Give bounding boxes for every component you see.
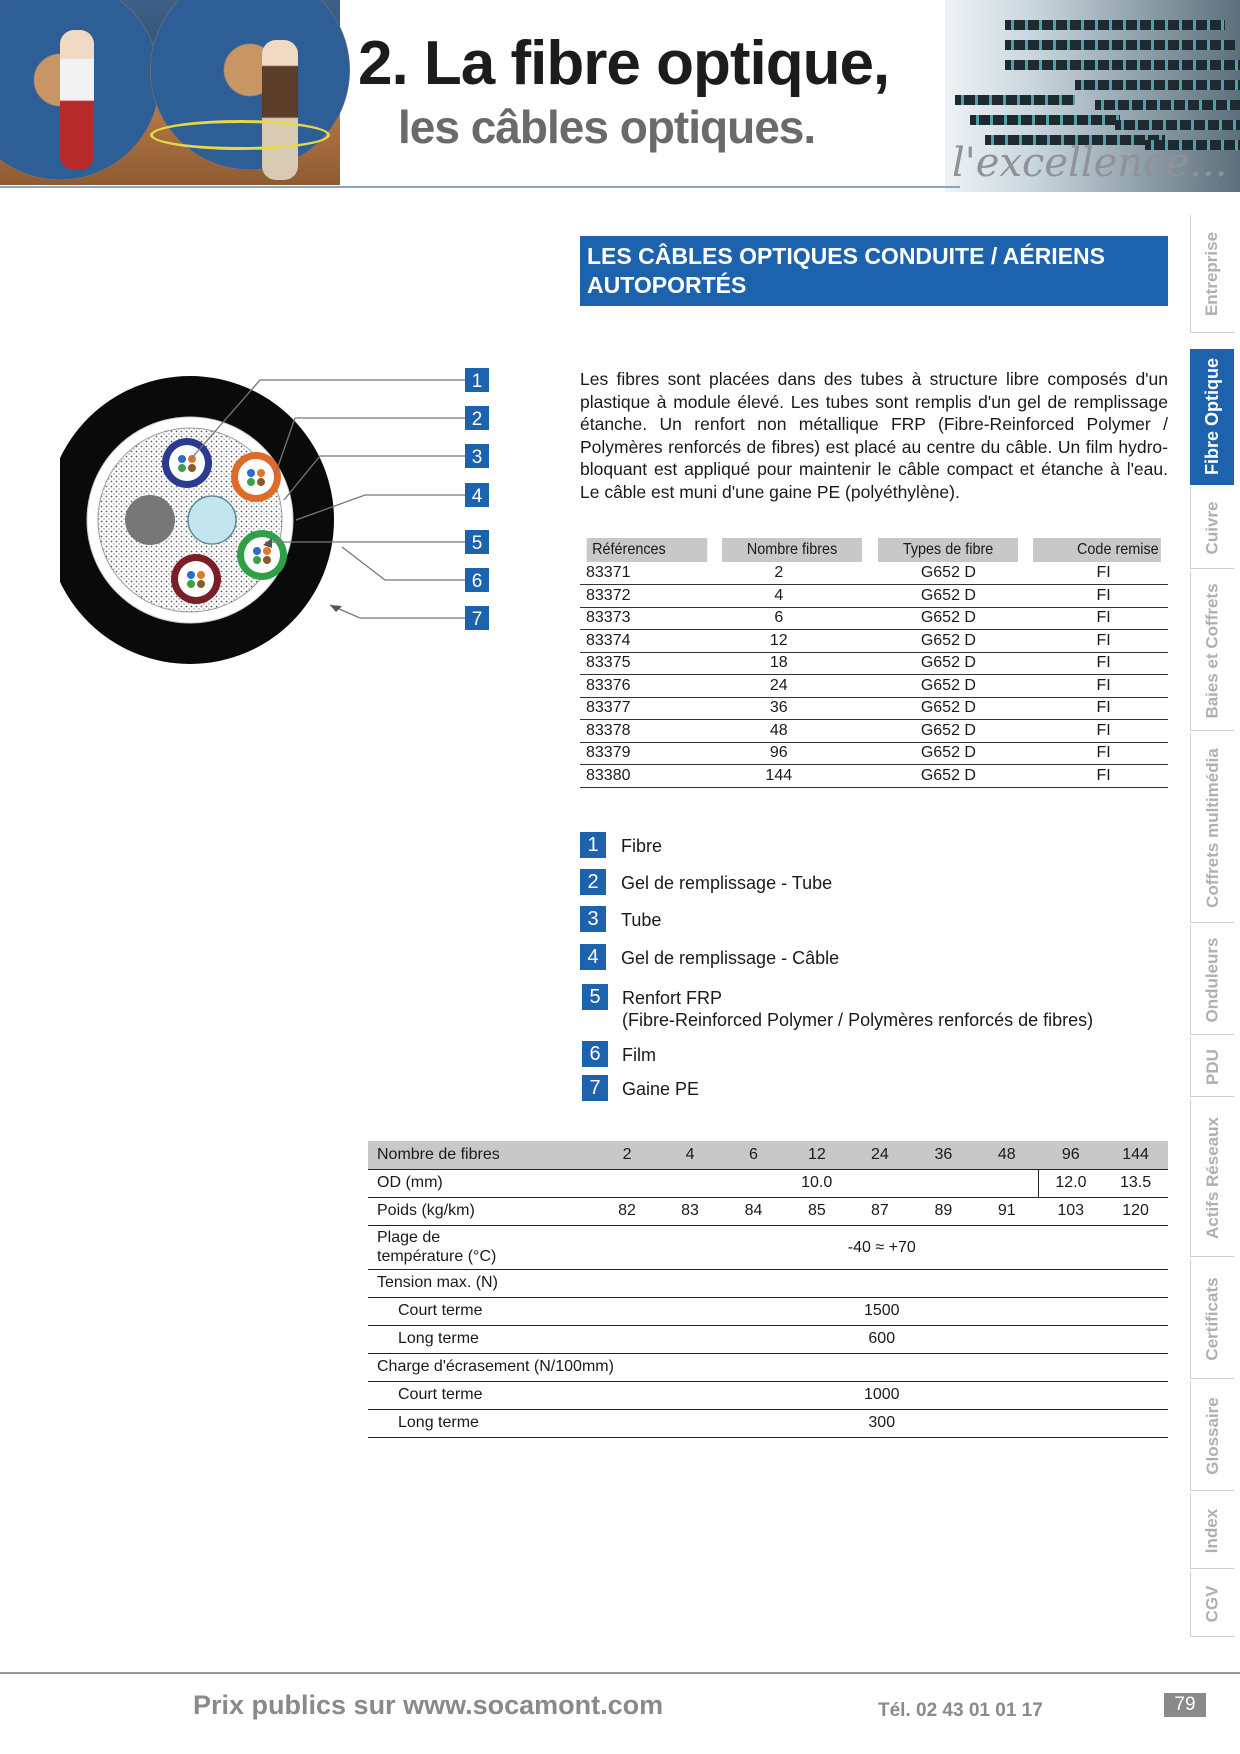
cell-reference: 83373 (580, 607, 714, 630)
tab-actifs-reseaux[interactable]: Actifs Réseaux (1190, 1099, 1234, 1257)
page-title: 2. La fibre optique, (358, 29, 890, 98)
cell-fiber-count: 12 (714, 630, 870, 653)
spec-row-od (368, 1169, 1168, 1197)
cell-reference: 83377 (580, 697, 714, 720)
cell-fiber-count: 96 (714, 742, 870, 765)
fiber-count: 36 (911, 1141, 975, 1169)
spec-row-crush-short (368, 1381, 1168, 1409)
callout-6: 6 (471, 571, 483, 592)
cell-discount-code: FI (1026, 675, 1168, 698)
table-row (580, 652, 1168, 675)
spec-row-crush (368, 1353, 1168, 1381)
product-description: Les fibres sont placées dans des tubes à structure libre composés d'un plastique à module élevé. Les tubes sont remplis d'un gel de remplissage étanche. Un renfort non métallique FRP (Fibre-Reinforced Polymer / Polymères renforcés de fibres) est placé au centre du câble. Un film hydro-bloquant est appliqué pour maintenir le câble compact et étanche à l'eau. Le câble est muni d'une gaine PE (polyéthylène). (580, 369, 1168, 502)
cell-discount-code: FI (1026, 765, 1168, 788)
weight-value: 89 (911, 1197, 975, 1225)
cell-fiber-type: G652 D (870, 765, 1026, 788)
cell-fiber-count: 144 (714, 765, 870, 788)
cell-fiber-type: G652 D (870, 607, 1026, 630)
tab-index[interactable]: Index (1190, 1493, 1234, 1569)
tab-cgv[interactable]: CGV (1190, 1571, 1234, 1637)
crush-short-value: 1000 (596, 1381, 1168, 1409)
weight-value: 85 (785, 1197, 848, 1225)
cell-fiber-count: 18 (714, 652, 870, 675)
table-row (580, 607, 1168, 630)
table-row (580, 720, 1168, 743)
slogan: l'excellence... (952, 140, 1228, 186)
od-value: 10.0 (596, 1169, 1039, 1197)
tube-brown (171, 554, 221, 604)
cell-reference: 83374 (580, 630, 714, 653)
fiber-count: 96 (1038, 1141, 1103, 1169)
cell-fiber-type: G652 D (870, 630, 1026, 653)
spec-row-crush-long (368, 1409, 1168, 1437)
footer-phone: Tél. 02 43 01 01 17 (878, 1700, 1043, 1721)
cell-fiber-type: G652 D (870, 720, 1026, 743)
tab-coffrets-multimedia[interactable]: Coffrets multimédia (1190, 733, 1234, 923)
footer-divider (0, 1672, 1240, 1674)
spec-sublabel: Long terme (368, 1325, 596, 1353)
table-row (580, 675, 1168, 698)
page-header (0, 0, 1240, 192)
filler-rod (125, 495, 175, 545)
cell-reference: 83380 (580, 765, 714, 788)
fiber-count: 144 (1103, 1141, 1168, 1169)
tab-onduleurs[interactable]: Onduleurs (1190, 925, 1234, 1035)
cell-fiber-count: 4 (714, 585, 870, 608)
section-heading-line2: AUTOPORTÉS (587, 272, 747, 298)
tube-blue (162, 438, 212, 488)
legend-number: 4 (580, 944, 606, 970)
legend-text: Film (622, 1045, 656, 1065)
weight-value: 120 (1103, 1197, 1168, 1225)
tab-baies-et-coffrets[interactable]: Baies et Coffrets (1190, 571, 1234, 731)
cell-discount-code: FI (1026, 562, 1168, 585)
cell-reference: 83376 (580, 675, 714, 698)
od-value: 13.5 (1103, 1169, 1168, 1197)
tube-orange (231, 452, 281, 502)
callout-1: 1 (471, 371, 483, 392)
spec-label: Tension max. (N) (368, 1269, 1168, 1297)
cell-discount-code: FI (1026, 742, 1168, 765)
reference-table-header (580, 538, 1168, 562)
page-subtitle: les câbles optiques. (398, 101, 816, 153)
spec-label: OD (mm) (368, 1169, 596, 1197)
spec-label: Nombre de fibres (368, 1141, 596, 1169)
specification-table (368, 1141, 1168, 1438)
weight-value: 91 (975, 1197, 1038, 1225)
cell-fiber-type: G652 D (870, 697, 1026, 720)
cell-reference: 83379 (580, 742, 714, 765)
spec-row-weight (368, 1197, 1168, 1225)
callout-2: 2 (471, 409, 483, 430)
tension-long-value: 600 (596, 1325, 1168, 1353)
table-row (580, 697, 1168, 720)
cell-discount-code: FI (1026, 607, 1168, 630)
temperature-value: -40 ≈ +70 (596, 1225, 1168, 1269)
spec-label: Charge d'écrasement (N/100mm) (368, 1353, 1168, 1381)
spec-sublabel: Court terme (368, 1297, 596, 1325)
cell-fiber-count: 48 (714, 720, 870, 743)
spec-label: Poids (kg/km) (368, 1197, 596, 1225)
table-row (580, 630, 1168, 653)
cell-reference: 83378 (580, 720, 714, 743)
section-heading (580, 236, 1168, 306)
table-row (580, 765, 1168, 788)
od-value: 12.0 (1038, 1169, 1103, 1197)
col-references: Références (587, 538, 708, 562)
cell-discount-code: FI (1026, 697, 1168, 720)
legend-number: 1 (580, 832, 606, 858)
cell-fiber-count: 6 (714, 607, 870, 630)
legend-item (580, 906, 661, 932)
fiber-count: 24 (848, 1141, 911, 1169)
fiber-count: 4 (659, 1141, 722, 1169)
weight-value: 103 (1038, 1197, 1103, 1225)
legend-text: Tube (621, 910, 662, 930)
tab-certificats[interactable]: Certificats (1190, 1259, 1234, 1379)
callout-7: 7 (471, 609, 483, 630)
tab-pdu[interactable]: PDU (1190, 1037, 1234, 1097)
reference-table (580, 538, 1168, 788)
weight-value: 83 (659, 1197, 722, 1225)
spec-row-tension (368, 1269, 1168, 1297)
weight-value: 84 (722, 1197, 786, 1225)
legend-item (580, 832, 662, 858)
cell-reference: 83371 (580, 562, 714, 585)
fiber-count: 12 (785, 1141, 848, 1169)
legend-number: 7 (582, 1075, 608, 1101)
spec-row-tension-short (368, 1297, 1168, 1325)
callout-3: 3 (471, 447, 483, 468)
legend-item (580, 984, 1093, 1031)
section-heading-line1: LES CÂBLES OPTIQUES CONDUITE / AÉRIENS (587, 243, 1105, 269)
legend-text: Gel de remplissage - Câble (621, 948, 840, 968)
fiber-count: 6 (722, 1141, 786, 1169)
table-row (580, 742, 1168, 765)
cell-fiber-type: G652 D (870, 675, 1026, 698)
header-photo-cable-spools (0, 0, 340, 185)
cell-fiber-type: G652 D (870, 562, 1026, 585)
spec-row-temperature (368, 1225, 1168, 1269)
legend-item (580, 1075, 699, 1101)
page-number: 79 (1164, 1693, 1206, 1717)
spec-sublabel: Long terme (368, 1409, 596, 1437)
cell-reference: 83375 (580, 652, 714, 675)
frp-strength-member (188, 496, 236, 544)
legend-number: 6 (582, 1041, 608, 1067)
legend-text: Renfort FRP (Fibre-Reinforced Polymer / Polymères renforcés de fibres) (622, 988, 1094, 1030)
tab-fibre-optique[interactable]: Fibre Optique (1190, 349, 1234, 485)
tension-short-value: 1500 (596, 1297, 1168, 1325)
cell-fiber-type: G652 D (870, 652, 1026, 675)
callout-5: 5 (471, 533, 483, 554)
callout-4: 4 (471, 486, 483, 507)
legend-number: 2 (580, 869, 606, 895)
legend-number: 5 (582, 984, 608, 1010)
legend-number: 3 (580, 906, 606, 932)
cell-fiber-type: G652 D (870, 585, 1026, 608)
weight-value: 82 (596, 1197, 659, 1225)
tab-glossaire[interactable]: Glossaire (1190, 1381, 1234, 1491)
cell-fiber-count: 36 (714, 697, 870, 720)
weight-value: 87 (848, 1197, 911, 1225)
cell-fiber-type: G652 D (870, 742, 1026, 765)
table-row (580, 585, 1168, 608)
legend-text: Fibre (621, 836, 663, 856)
legend-item (580, 869, 832, 895)
cell-discount-code: FI (1026, 652, 1168, 675)
cell-discount-code: FI (1026, 585, 1168, 608)
legend-text: Gel de remplissage - Tube (621, 873, 833, 893)
cell-discount-code: FI (1026, 630, 1168, 653)
tab-cuivre[interactable]: Cuivre (1190, 487, 1234, 569)
cell-fiber-count: 24 (714, 675, 870, 698)
legend-item (580, 1041, 656, 1067)
col-nombre-fibres: Nombre fibres (722, 538, 862, 562)
tab-entreprise[interactable]: Entreprise (1190, 215, 1234, 333)
col-code-remise: Code remise (1034, 538, 1161, 562)
crush-long-value: 300 (596, 1409, 1168, 1437)
cell-fiber-count: 2 (714, 562, 870, 585)
footer-prices-link[interactable]: Prix publics sur www.socamont.com (193, 1690, 664, 1720)
fiber-count: 48 (975, 1141, 1038, 1169)
legend-item (580, 944, 839, 970)
cable-cross-section-diagram (60, 360, 500, 680)
cell-reference: 83372 (580, 585, 714, 608)
spec-row-tension-long (368, 1325, 1168, 1353)
spec-label: Plage de température (°C) (368, 1225, 596, 1269)
table-row (580, 562, 1168, 585)
spec-row-fibers (368, 1141, 1168, 1169)
fiber-count: 2 (596, 1141, 659, 1169)
legend-text: Gaine PE (622, 1079, 700, 1099)
cell-discount-code: FI (1026, 720, 1168, 743)
spec-sublabel: Court terme (368, 1381, 596, 1409)
header-divider (0, 186, 960, 188)
col-types-de-fibre: Types de fibre (878, 538, 1019, 562)
tube-green (237, 530, 287, 580)
